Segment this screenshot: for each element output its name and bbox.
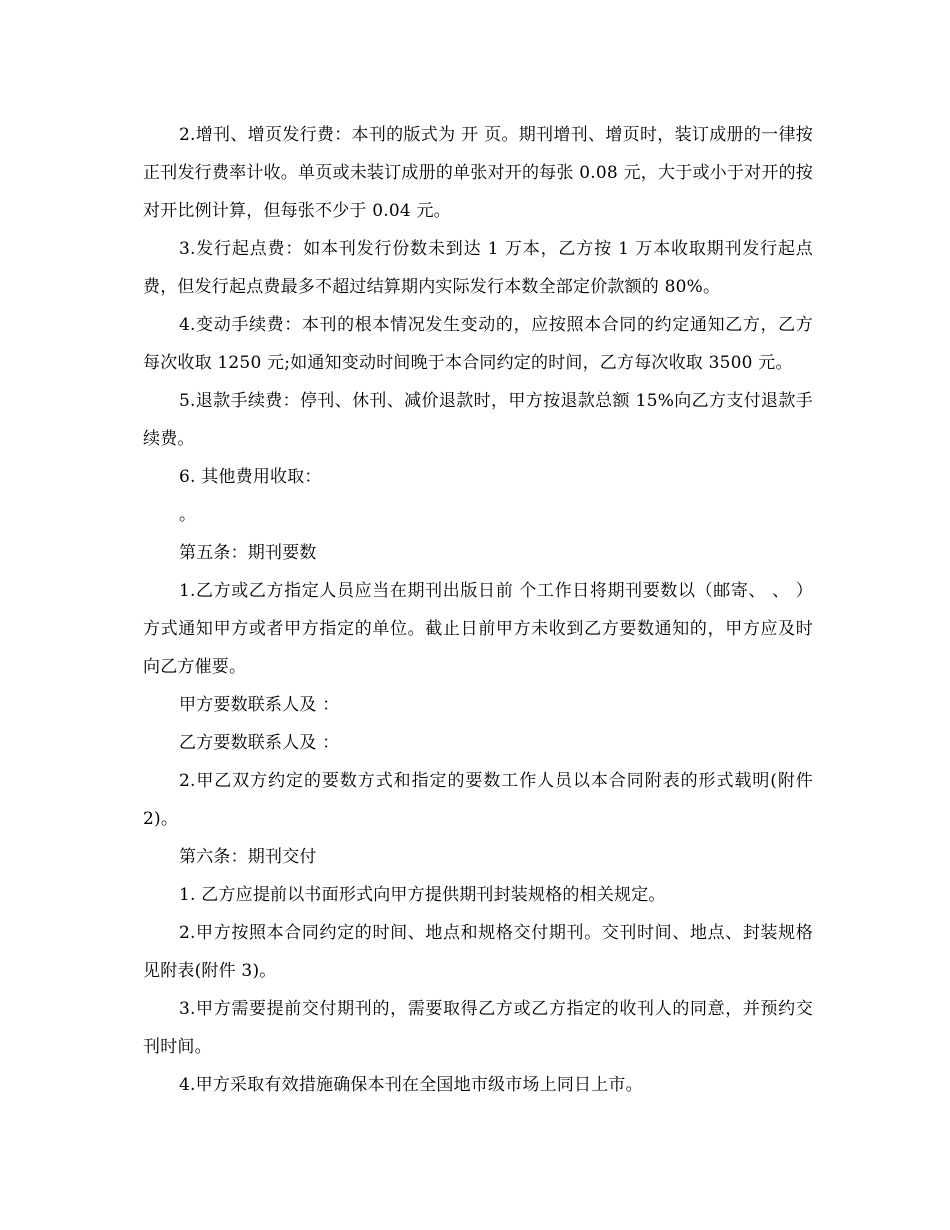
paragraph-party-b-contact: 乙方要数联系人及 ： [179, 733, 340, 753]
paragraph-other-fees: 6. 其他费用收取： [179, 467, 322, 487]
paragraph-party-a-contact: 甲方要数联系人及 ： [179, 695, 340, 715]
paragraph-additional-issue-fee: 2.增刊、增页发行费：本刊的版式为 开 页。期刊增刊、增页时，装订成册的一律按正刊发行费率计收。单页或未装订成册的单张对开的每张 0.08 元，大于或小于对开的按对开比例计算，但每张不少于 0.04 元。 [143, 125, 813, 221]
section-heading-article-6: 第六条：期刊交付 [179, 847, 317, 867]
paragraph-change-fee: 4.变动手续费：本刊的根本情况发生变动的，应按照本合同的约定通知乙方，乙方每次收取 1250 元;如通知变动时间晚于本合同约定的时间，乙方每次收取 3500 元。 [143, 315, 813, 373]
paragraph-early-delivery: 3.甲方需要提前交付期刊的，需要取得乙方或乙方指定的收刊人的同意，并预约交刊时间。 [143, 999, 813, 1057]
paragraph-order-notice: 1.乙方或乙方指定人员应当在期刊出版日前 个工作日将期刊要数以（邮寄、 、 ）方式通知甲方或者甲方指定的单位。截止日前甲方未收到乙方要数通知的，甲方应及时向乙方催要。 [143, 581, 813, 677]
paragraph-order-method: 2.甲乙双方约定的要数方式和指定的要数工作人员以本合同附表的形式载明(附件 2)。 [143, 771, 813, 829]
paragraph-refund-fee: 5.退款手续费：停刊、休刊、减价退款时，甲方按退款总额 15%向乙方支付退款手续费。 [143, 391, 813, 449]
section-heading-article-5: 第五条：期刊要数 [179, 543, 317, 563]
paragraph-period-line: 。 [179, 505, 197, 525]
paragraph-same-day-release: 4.甲方采取有效措施确保本刊在全国地市级市场上同日上市。 [179, 1075, 643, 1095]
paragraph-packaging-spec: 1. 乙方应提前以书面形式向甲方提供期刊封装规格的相关规定。 [179, 885, 666, 905]
document-body [143, 116, 813, 1104]
paragraph-starting-fee: 3.发行起点费：如本刊发行份数未到达 1 万本，乙方按 1 万本收取期刊发行起点费，但发行起点费最多不超过结算期内实际发行本数全部定价款额的 80%。 [143, 239, 813, 297]
paragraph-delivery-terms: 2.甲方按照本合同约定的时间、地点和规格交付期刊。交刊时间、地点、封装规格见附表(附件 3)。 [143, 923, 813, 981]
